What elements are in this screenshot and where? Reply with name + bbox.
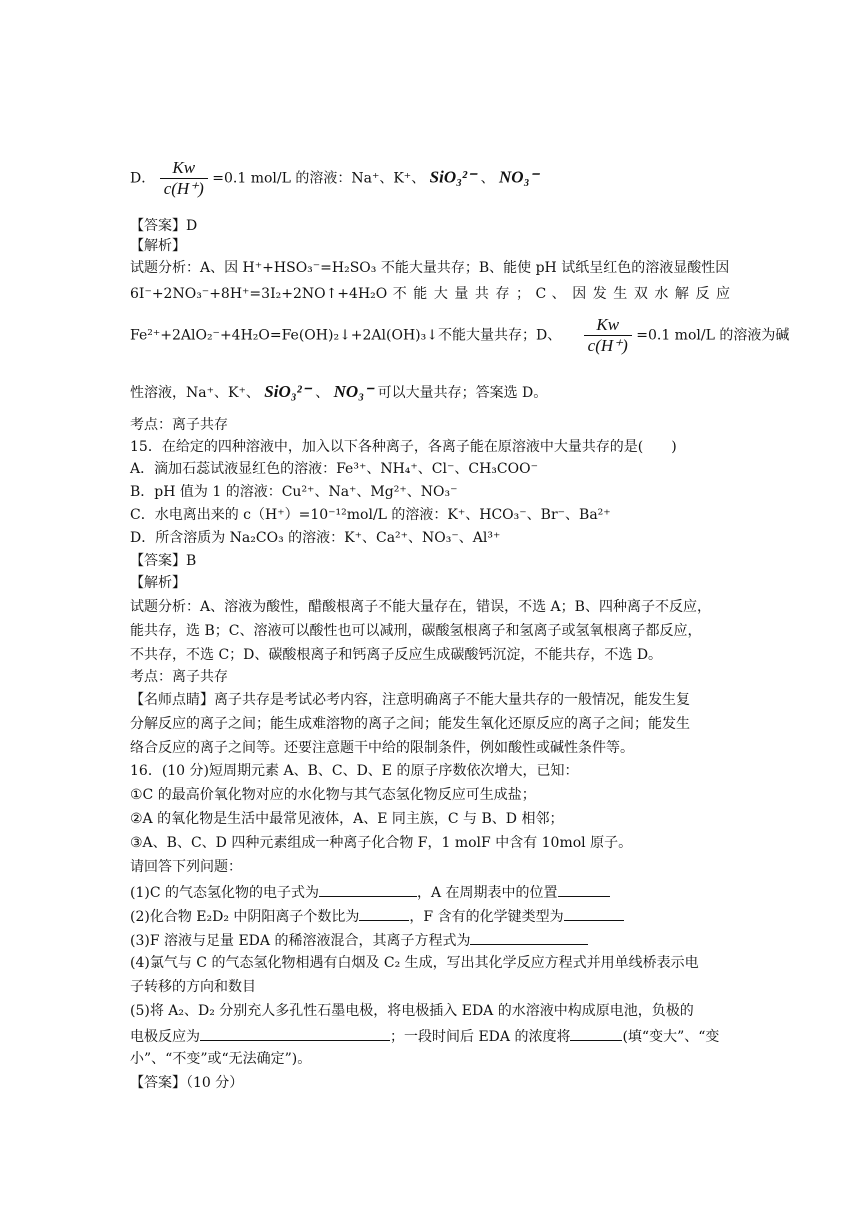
q16-answer: 【答案】（10 分） bbox=[130, 1075, 244, 1091]
q14-analysis-line bbox=[130, 315, 789, 356]
answer-blank[interactable] bbox=[558, 881, 610, 897]
q15-answer: 【答案】B bbox=[130, 553, 197, 569]
answer-blank[interactable] bbox=[564, 905, 624, 921]
q16-stem: 16．(10 分)短周期元素 A、B、C、D、E 的原子序数依次增大，已知： bbox=[130, 763, 579, 779]
ion-no3: NO₃⁻ bbox=[333, 382, 374, 401]
q14-d-prefix: D． bbox=[130, 170, 156, 187]
answer-blank[interactable] bbox=[470, 929, 588, 945]
q14-point: 考点：离子共存 bbox=[130, 417, 228, 433]
q14-analysis-line: 6I⁻+2NO₃⁻+8H⁺=3I₂+2NO↑+4H₂O 不 能 大 量 共 存 ； C 、 因 发 生 双 水 解 反 应 bbox=[130, 286, 730, 302]
q16-p5-text: (填“变大”、“变 bbox=[622, 1029, 720, 1045]
q14-analysis-3a: Fe²⁺+2AlO₂⁻+4H₂O=Fe(OH)₂↓+2Al(OH)₃↓不能大量共存；D、 bbox=[130, 327, 562, 344]
kw-fraction bbox=[160, 158, 208, 199]
q16-part-3 bbox=[130, 929, 588, 951]
q15-analysis-line: 不共存，不选 C；D、碳酸根离子和钙离子反应生成碳酸钙沉淀，不能共存，不选 D。 bbox=[130, 647, 663, 663]
q14-analysis-line: 试题分析：A、因 H⁺+HSO₃⁻=H₂SO₃ 不能大量共存；B、能使 pH 试纸呈红色的溶液显酸性因 bbox=[130, 260, 730, 276]
q16-p5-text: 电极反应为 bbox=[130, 1029, 200, 1045]
q16-condition: ③A、B、C、D 四种元素组成一种离子化合物 F，1 molF 中含有 10mol 原子。 bbox=[130, 835, 633, 851]
q15-option-b: B．pH 值为 1 的溶液：Cu²⁺、Na⁺、Mg²⁺、NO₃⁻ bbox=[130, 484, 458, 500]
q16-p2-text: ，F 含有的化学键类型为 bbox=[409, 909, 564, 925]
answer-blank[interactable] bbox=[359, 905, 409, 921]
q16-p1-text: ，A 在周期表中的位置 bbox=[417, 885, 558, 901]
q14-analysis-head: 【解析】 bbox=[130, 238, 186, 254]
kw-numerator: Kw bbox=[596, 315, 620, 334]
q16-p1-text: (1)C 的气态氢化物的电子式为 bbox=[130, 885, 319, 901]
ion-sio3: SiO₃²⁻ bbox=[429, 167, 477, 187]
separator: 、 bbox=[480, 170, 495, 187]
q14-d-value: =0.1 mol/L 的溶液：Na⁺、K⁺、 bbox=[212, 170, 426, 187]
q15-tip-line: 【名师点睛】离子共存是考试必考内容，注意明确离子不能大量共存的一般情况，能发生复 bbox=[130, 692, 690, 708]
q15-stem: 15．在给定的四种溶液中，加入以下各种离子，各离子能在原溶液中大量共存的是( ) bbox=[130, 439, 677, 455]
q16-part-2 bbox=[130, 905, 624, 927]
q15-analysis-line: 能共存，选 B；C、溶液可以酸性也可以减刑，碳酸氢根离子和氢离子或氢氧根离子都反应， bbox=[130, 623, 702, 639]
q14-analysis-4b: 可以大量共存；答案选 D。 bbox=[377, 385, 548, 401]
q16-condition: ②A 的氧化物是生活中最常见液体，A、E 同主族，C 与 B、D 相邻； bbox=[130, 811, 564, 827]
q15-option-a: A．滴加石蕊试液显红色的溶液：Fe³⁺、NH₄⁺、Cl⁻、CH₃COO⁻ bbox=[130, 461, 538, 477]
q16-p3-text: (3)F 溶液与足量 EDA 的稀溶液混合，其离子方程式为 bbox=[130, 933, 471, 949]
q16-p5-text: ；一段时间后 EDA 的浓度将 bbox=[390, 1029, 571, 1045]
answer-blank[interactable] bbox=[319, 881, 417, 897]
q14-analysis-4a: 性溶液，Na⁺、K⁺、 bbox=[130, 385, 260, 401]
q16-part-1 bbox=[130, 881, 610, 903]
q16-p2-text: (2)化合物 E₂D₂ 中阴阳离子个数比为 bbox=[130, 909, 360, 925]
ion-no3: NO₃⁻ bbox=[499, 167, 539, 187]
q16-part-5-end: 小”、“不变”或“无法确定”)。 bbox=[130, 1051, 312, 1067]
q16-condition: ①C 的最高价氧化物对应的水化物与其气态氢化物反应可生成盐； bbox=[130, 787, 536, 803]
q14-option-d bbox=[130, 158, 538, 199]
q16-part-5-cont bbox=[130, 1025, 719, 1047]
q16-part-5: (5)将 A₂、D₂ 分别充人多孔性石墨电极，将电极插入 EDA 的水溶液中构成原电池，负极的 bbox=[130, 1003, 694, 1019]
q16-part-4-cont: 子转移的方向和数目 bbox=[130, 979, 256, 995]
kw-denominator: c(H⁺) bbox=[584, 335, 632, 356]
answer-blank[interactable] bbox=[200, 1025, 390, 1041]
q14-answer: 【答案】D bbox=[130, 218, 198, 234]
q16-ask: 请回答下列问题： bbox=[130, 859, 242, 875]
answer-blank[interactable] bbox=[570, 1025, 622, 1041]
q15-option-c: C．水电离出来的 c（H⁺）=10⁻¹²mol/L 的溶液：K⁺、HCO₃⁻、Br⁻、Ba²⁺ bbox=[130, 507, 611, 523]
q15-point: 考点：离子共存 bbox=[130, 669, 228, 685]
q15-tip-line: 络合反应的离子之间等。还要注意题干中给的限制条件，例如酸性或碱性条件等。 bbox=[130, 740, 634, 756]
separator: 、 bbox=[315, 385, 330, 401]
ion-sio3: SiO₃²⁻ bbox=[264, 382, 311, 401]
q15-tip-line: 分解反应的离子之间；能生成难溶物的离子之间；能发生氧化还原反应的离子之间；能发生 bbox=[130, 716, 690, 732]
q16-part-4: (4)氯气与 C 的气态氢化物相遇有白烟及 C₂ 生成，写出其化学反应方程式并用单线桥表示电 bbox=[130, 955, 699, 971]
q14-analysis-line bbox=[130, 382, 547, 403]
q15-analysis-head: 【解析】 bbox=[130, 575, 186, 591]
q15-option-d: D．所含溶质为 Na₂CO₃ 的溶液：K⁺、Ca²⁺、NO₃⁻、Al³⁺ bbox=[130, 530, 501, 546]
kw-numerator: Kw bbox=[172, 158, 196, 177]
q15-analysis-line: 试题分析：A、溶液为酸性，醋酸根离子不能大量存在，错误，不选 A；B、四种离子不反应， bbox=[130, 599, 711, 615]
kw-denominator: c(H⁺) bbox=[160, 178, 208, 199]
kw-fraction bbox=[584, 315, 632, 356]
q14-analysis-3b: =0.1 mol/L 的溶液为碱 bbox=[636, 327, 790, 344]
